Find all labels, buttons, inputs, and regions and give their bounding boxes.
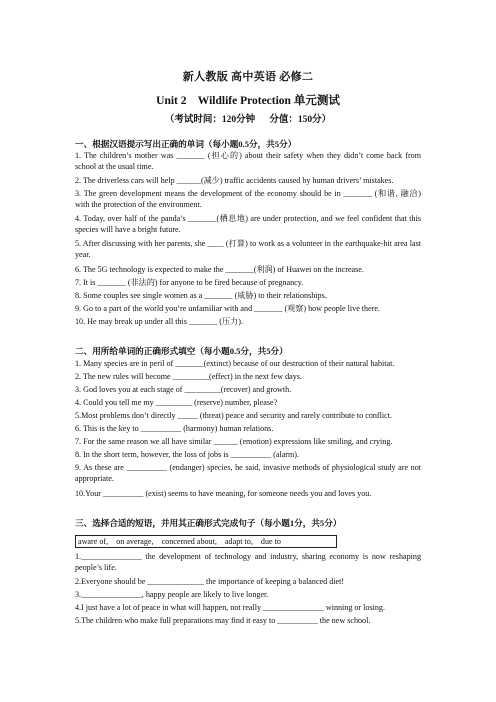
question-1-10: 10. He may break up under all this _______ (压力). xyxy=(75,317,243,326)
question-2-9: 9. As these are __________ (endanger) species, he said, invasive methods of physiological study are not appropriate. xyxy=(75,463,421,483)
question-2-7: 7. For the same reason we all have similar ______ (emotion) expressions like smiling, and crying. xyxy=(75,437,393,446)
question-2-1: 1. Many species are in peril of _______(extinct) because of our destruction of their natural habitat. xyxy=(75,359,395,368)
question-2-5: 5.Most problems don’t directly _____ (threat) peace and security and rarely contribute to conflict. xyxy=(75,411,392,420)
question-1-2: 2. The driverless cars will help ______(减少) traffic accidents caused by human drivers’ mistakes. xyxy=(75,176,394,185)
question-1-3: 3. The green development means the development of the economy should be in _______ (和谐, 融洽) with the protection of the environment. xyxy=(75,189,421,209)
question-2-10: 10.Your __________ (exist) seems to have meaning, for someone needs you and loves you. xyxy=(75,489,372,498)
question-2-2: 2. The new rules will become _________(effect) in the next few days. xyxy=(75,372,302,381)
question-2-3: 3. God loves you at each stage of _________(recover) and growth. xyxy=(75,385,292,394)
question-3-4: 4.I just have a lot of peace in what will happen, not really _______________ winning or losing. xyxy=(75,603,385,612)
question-1-6: 6. The 5G technology is expected to make the _______(利润) of Huawei on the increase. xyxy=(75,265,364,274)
question-2-4: 4. Could you tell me my _________ (reserve) number, please? xyxy=(75,398,278,407)
question-1-8: 8. Some couples see single women as a _______ (威胁) to their relationships. xyxy=(75,291,327,300)
section-1-heading: 一、根据汉语提示写出正确的单词（每小题0.5分，共5分） xyxy=(75,139,297,149)
question-3-1: 1._______________ the development of technology and industry, sharing economy is now reshaping people’s life. xyxy=(75,552,421,572)
unit-title: Unit 2 Wildlife Protection 单元测试 xyxy=(156,95,340,107)
question-2-6: 6. This is the key to __________ (harmony) human relations. xyxy=(75,424,274,433)
question-1-4: 4. Today, over half of the panda’s _______(栖息地) are under protection, and we feel confident that this species will have a bright future. xyxy=(75,214,421,234)
section-2-heading: 二、用所给单词的正确形式填空（每小题0.5分，共5分） xyxy=(75,346,288,356)
question-2-8: 8. In the short term, however, the loss of jobs is __________ (alarm). xyxy=(75,450,300,459)
section-3-heading: 三、选择合适的短语，并用其正确形式完成句子（每小题1分，共5分） xyxy=(75,518,342,528)
question-1-7: 7. It is _______ (非法的) for anyone to be fired because of pregnancy. xyxy=(75,278,304,287)
phrase-bank: aware of, on average, concerned about, adapt to, due to xyxy=(75,535,337,548)
exam-info: （考试时间：120分钟 分值：150分） xyxy=(164,115,332,125)
question-3-5: 5.The children who make full preparations may find it easy to __________ the new school. xyxy=(75,616,371,625)
question-3-3: 3._______________, happy people are likely to live longer. xyxy=(75,590,269,599)
document-title: 新人教版 高中英语 必修二 xyxy=(182,71,314,83)
question-3-2: 2.Everyone should be ______________ the importance of keeping a balanced diet! xyxy=(75,577,345,586)
question-1-1: 1. The children’s mother was _______ (担心的) about their safety when they didn’t come back from school at the usual time. xyxy=(75,151,421,171)
question-1-5: 5. After discussing with her parents, she ____ (打算) to work as a volunteer in the earthquake-hit area last year. xyxy=(75,239,421,259)
question-1-9: 9. Go to a part of the world you’re unfamiliar with and _______ (观察) how people live there. xyxy=(75,304,381,313)
